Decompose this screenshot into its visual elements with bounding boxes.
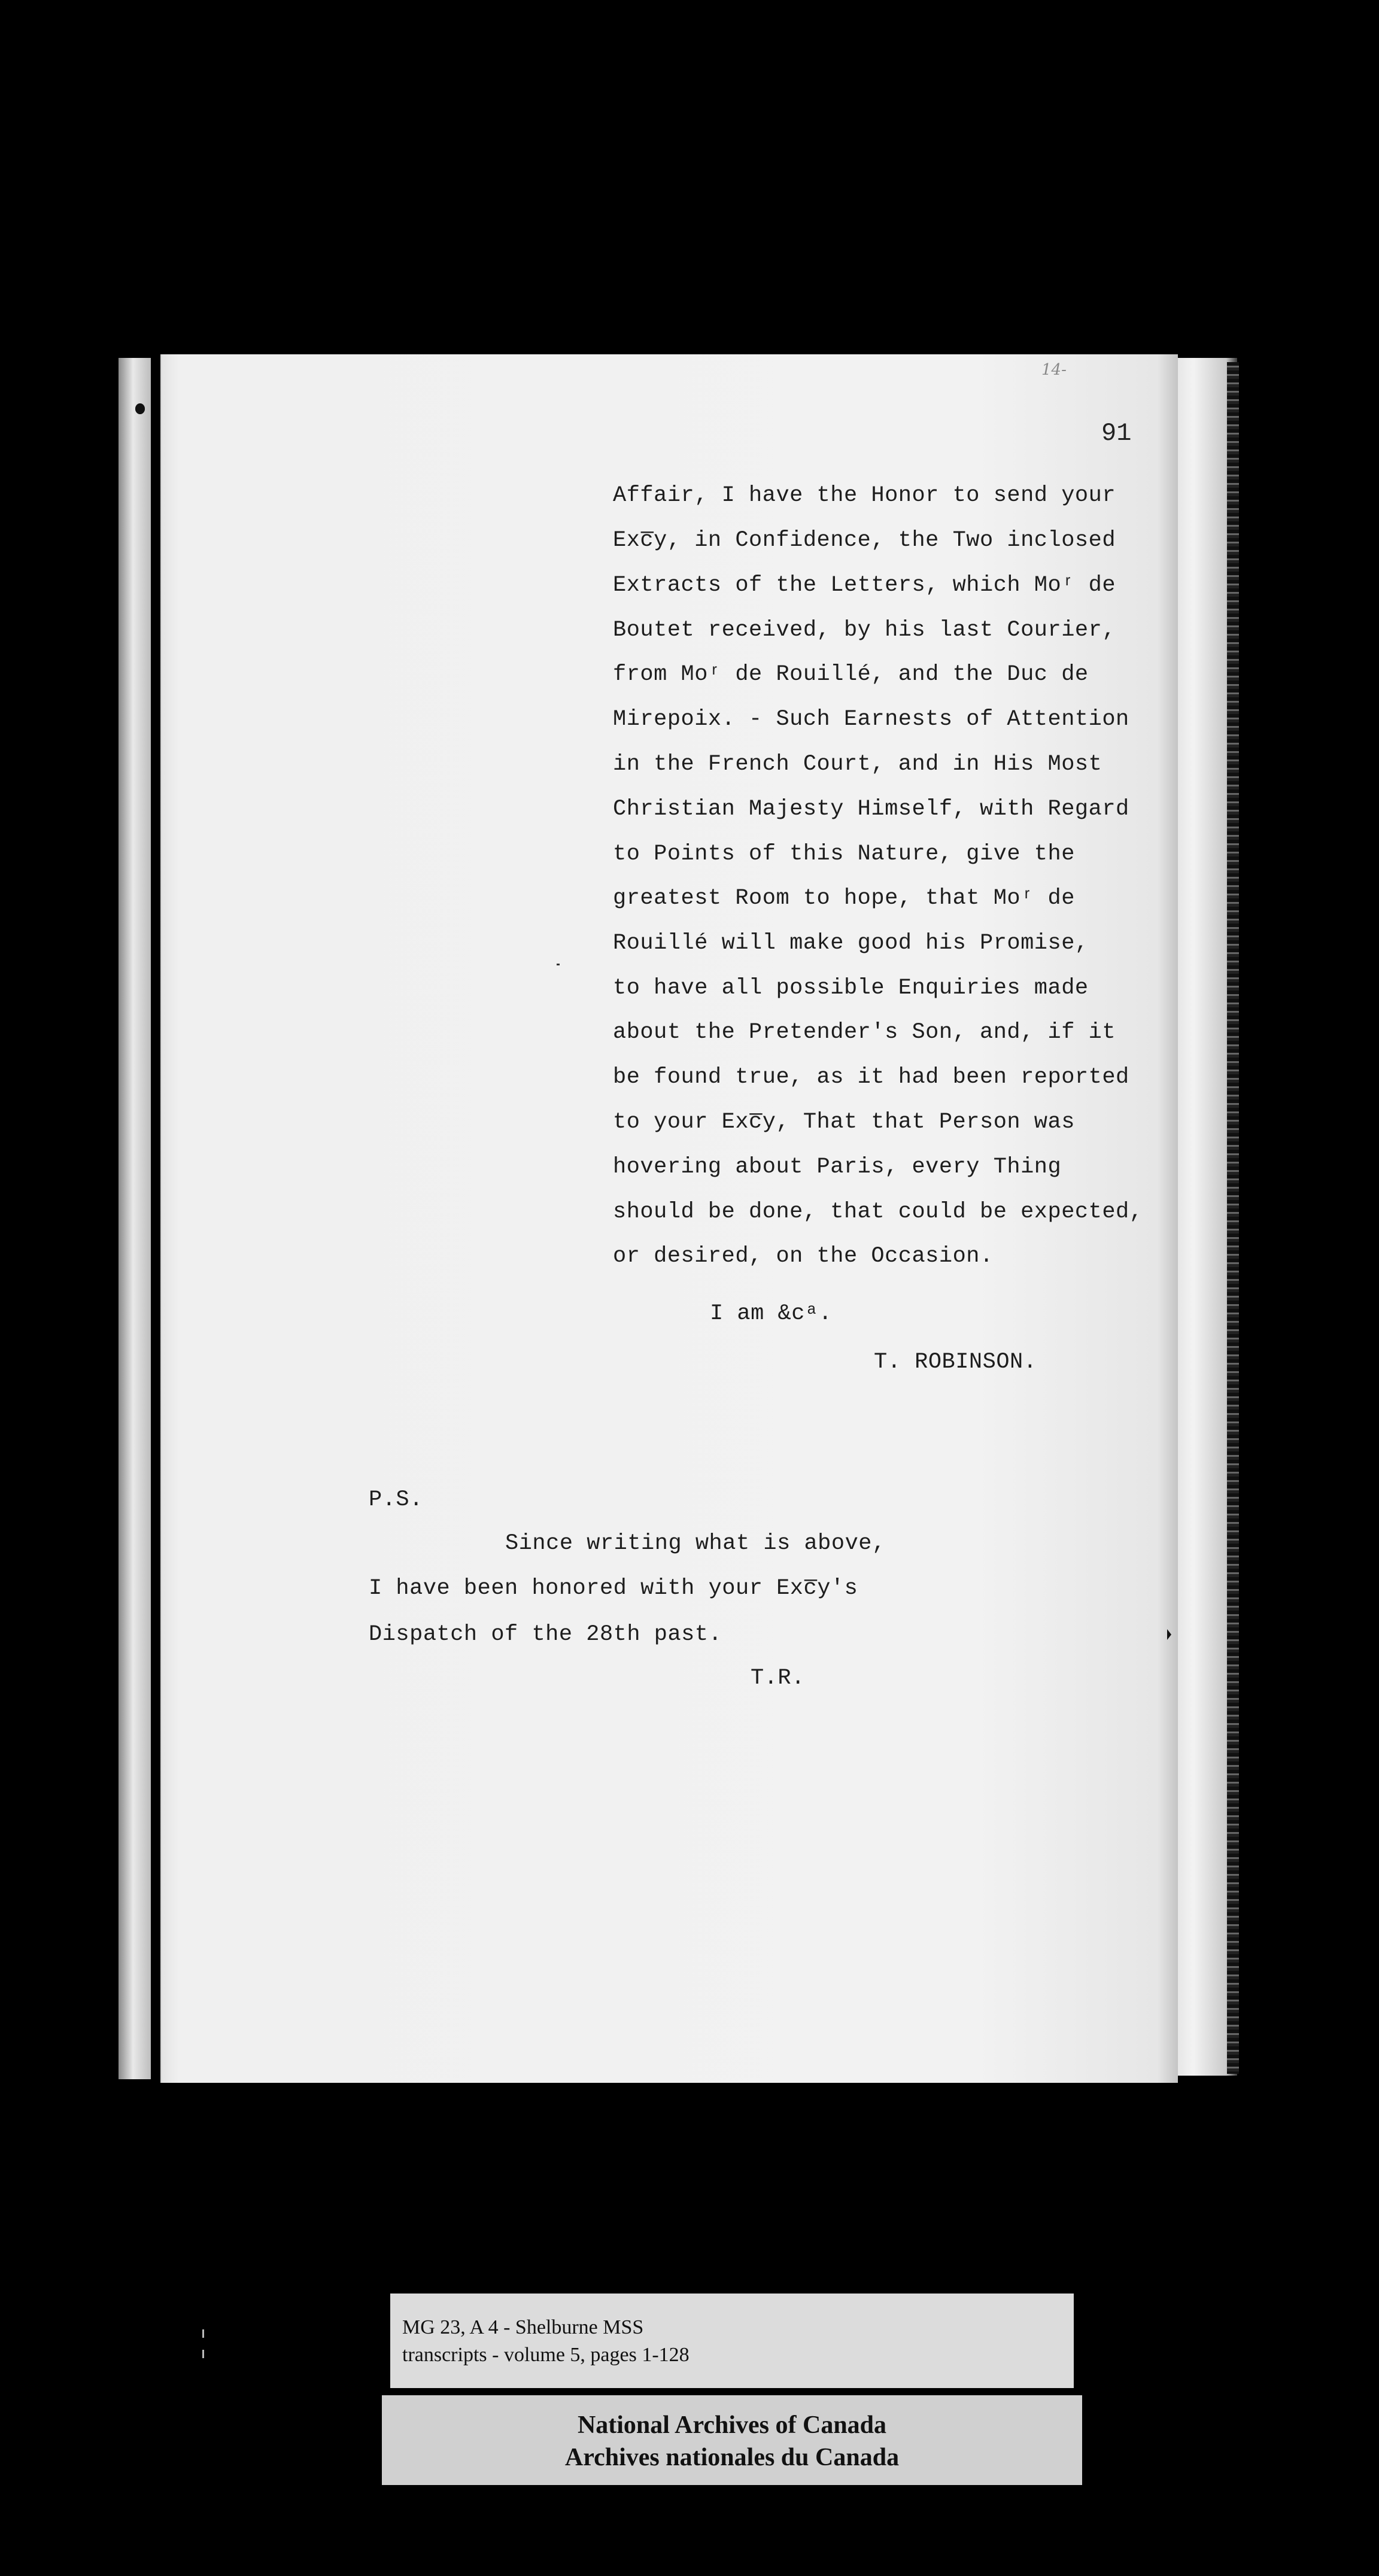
ps-heading: P.S. xyxy=(369,1487,423,1512)
archive-reference-line: MG 23, A 4 - Shelburne MSS xyxy=(402,2316,644,2338)
body-line: or desired, on the Occasion. xyxy=(613,1244,994,1269)
archive-reference-label xyxy=(390,2294,1074,2388)
body-line: to your Exc̅y, That that Person was xyxy=(613,1110,1075,1135)
margin-tick xyxy=(202,2329,204,2338)
body-line: to Points of this Nature, give the xyxy=(613,842,1075,867)
body-line: Affair, I have the Honor to send your xyxy=(613,483,1116,508)
body-line: be found true, as it had been reported xyxy=(613,1065,1129,1090)
pencil-annotation: 14- xyxy=(1041,361,1067,379)
film-strip xyxy=(119,358,151,2079)
stray-mark xyxy=(557,964,560,965)
ps-line: I have been honored with your Exc̅y's xyxy=(369,1576,858,1601)
institution-label xyxy=(382,2395,1082,2485)
body-line: Rouillé will make good his Promise, xyxy=(613,931,1089,956)
ps-line: Since writing what is above, xyxy=(505,1531,886,1556)
ps-line: Dispatch of the 28th past. xyxy=(369,1622,722,1647)
body-line: Boutet received, by his last Courier, xyxy=(613,618,1116,643)
closing-line: I am &cᵃ. xyxy=(710,1301,833,1326)
body-line: Christian Majesty Himself, with Regard xyxy=(613,797,1129,822)
body-line: from Moʳ de Rouillé, and the Duc de xyxy=(613,662,1089,687)
body-line: Extracts of the Letters, which Moʳ de xyxy=(613,573,1116,598)
body-line: to have all possible Enquiries made xyxy=(613,976,1089,1001)
body-line: hovering about Paris, every Thing xyxy=(613,1155,1062,1180)
body-line: should be done, that could be expected, xyxy=(613,1199,1143,1225)
edge-marker xyxy=(1167,1629,1171,1640)
body-line: Exc̅y, in Confidence, the Two inclosed xyxy=(613,528,1116,553)
body-line: in the French Court, and in His Most xyxy=(613,752,1102,777)
institution-name-en: National Archives of Canada xyxy=(577,2411,887,2439)
page-edge-stack xyxy=(1227,362,1239,2074)
archive-reference-line: transcripts - volume 5, pages 1-128 xyxy=(402,2344,690,2366)
body-line: greatest Room to hope, that Moʳ de xyxy=(613,886,1075,911)
body-line: Mirepoix. - Such Earnests of Attention xyxy=(613,707,1129,732)
body-line: about the Pretender's Son, and, if it xyxy=(613,1020,1116,1045)
margin-tick xyxy=(202,2350,204,2358)
institution-name-fr: Archives nationales du Canada xyxy=(564,2444,900,2471)
ps-signature: T.R. xyxy=(751,1666,805,1691)
binding-hole xyxy=(135,403,145,414)
page-number: 91 xyxy=(1101,419,1132,448)
signature: T. ROBINSON. xyxy=(874,1350,1037,1375)
